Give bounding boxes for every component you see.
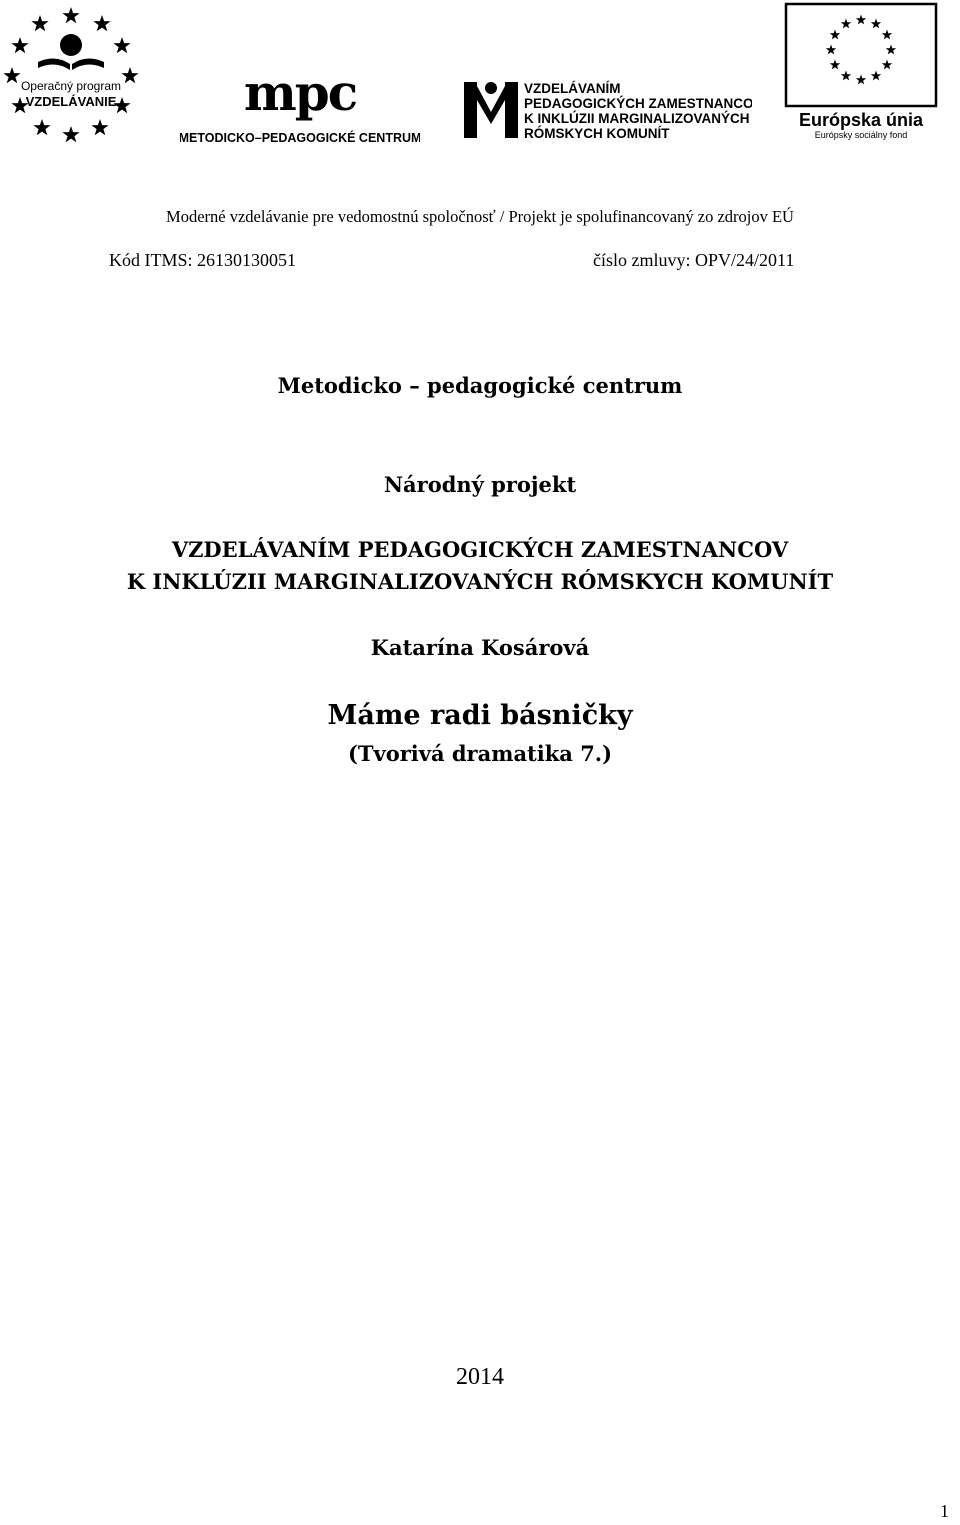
project-type: Národný projekt — [383, 472, 577, 497]
svg-text:METODICKO–PEDAGOGICKÉ CENTRUM: METODICKO–PEDAGOGICKÉ CENTRUM — [180, 131, 420, 145]
organization-name: Metodicko – pedagogické centrum — [277, 373, 683, 398]
page-number: 1 — [940, 1501, 949, 1521]
eu-flag — [784, 2, 938, 142]
funding-statement: Moderné vzdelávanie pre vedomostnú spoločnosť / Projekt je spolufinancovaný zo zdrojov EÚ — [166, 207, 794, 226]
mpc-logo — [180, 70, 420, 150]
op-vzdelavanie-emblem — [0, 2, 142, 147]
svg-text:RÓMSKYCH KOMUNÍT: RÓMSKYCH KOMUNÍT — [524, 126, 670, 141]
svg-text:PEDAGOGICKÝCH ZAMESTNANCOV: PEDAGOGICKÝCH ZAMESTNANCOV — [524, 96, 752, 111]
project-title-line-2: K INKLÚZII MARGINALIZOVANÝCH RÓMSKYCH KOMUNÍT — [126, 569, 834, 594]
book-subtitle: (Tvorivá dramatika 7.) — [347, 741, 613, 766]
itms-code: Kód ITMS: 26130130051 — [109, 250, 297, 270]
svg-text:VZDELÁVANIE: VZDELÁVANIE — [25, 94, 117, 109]
project-emblem — [462, 78, 752, 142]
svg-text:Európska únia: Európska únia — [798, 110, 924, 130]
book-title: Máme radi básničky — [327, 700, 633, 731]
svg-text:Operačný program: Operačný program — [20, 79, 122, 93]
svg-text:mpc: mpc — [243, 70, 357, 122]
contract-number: číslo zmluvy: OPV/24/2011 — [593, 250, 795, 270]
publication-year: 2014 — [456, 1364, 504, 1390]
svg-text:K INKLÚZII MARGINALIZOVANÝCH: K INKLÚZII MARGINALIZOVANÝCH — [524, 111, 750, 126]
svg-text:Európsky sociálny fond: Európsky sociálny fond — [814, 130, 908, 140]
author-name: Katarína Kosárová — [370, 635, 590, 660]
eu-logo — [784, 2, 938, 142]
op-vzdelavanie-logo — [0, 2, 142, 147]
mpc-wordmark — [180, 70, 420, 150]
project-logo — [462, 78, 752, 142]
project-title-line-1: VZDELÁVANÍM PEDAGOGICKÝCH ZAMESTNANCOV — [171, 537, 789, 562]
svg-text:VZDELÁVANÍM: VZDELÁVANÍM — [524, 81, 621, 96]
